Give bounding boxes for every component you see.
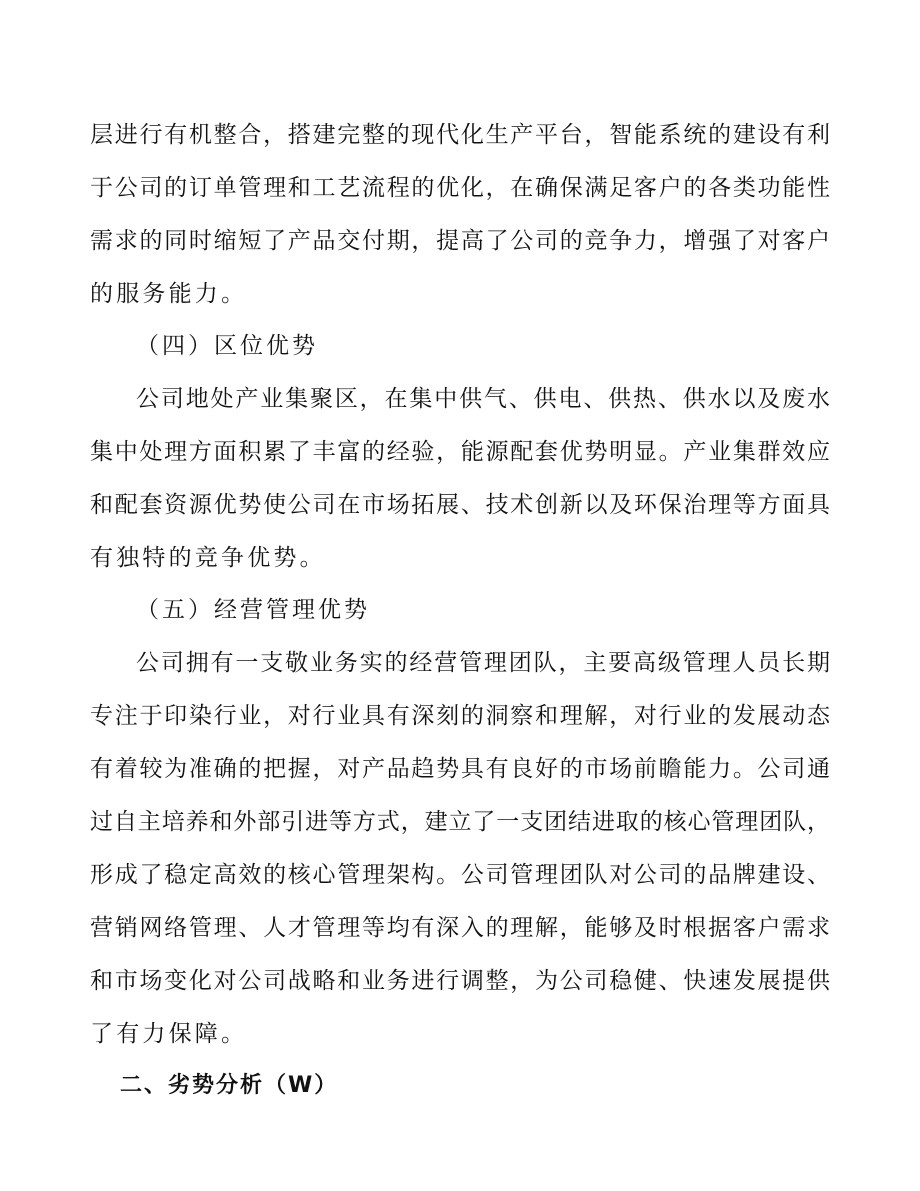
paragraph-3-line-1: 公司拥有一支敬业务实的经营管理团队，主要高级管理人员长期 — [136, 650, 830, 676]
paragraph-1-line-4: 的服务能力。 — [90, 281, 248, 307]
paragraph-2-line-3: 和配套资源优势使公司在市场拓展、技术创新以及环保治理等方面具 — [90, 492, 830, 518]
heading-location-advantage: （四）区位优势 — [136, 333, 318, 359]
paragraph-1-line-3: 需求的同时缩短了产品交付期，提高了公司的竞争力，增强了对客户 — [90, 228, 830, 254]
heading-management-advantage: （五）经营管理优势 — [136, 597, 370, 623]
section-heading-weakness-analysis: 二、劣势分析（W） — [120, 1073, 339, 1098]
paragraph-3-line-6: 营销网络管理、人才管理等均有深入的理解，能够及时根据客户需求 — [90, 915, 830, 941]
paragraph-1-line-1: 层进行有机整合，搭建完整的现代化生产平台，智能系统的建设有利 — [90, 122, 830, 148]
paragraph-3-line-7: 和市场变化对公司战略和业务进行调整，为公司稳健、快速发展提供 — [90, 968, 830, 994]
paragraph-3-line-5: 形成了稳定高效的核心管理架构。公司管理团队对公司的品牌建设、 — [90, 862, 830, 888]
paragraph-3-line-8: 了有力保障。 — [90, 1021, 248, 1047]
paragraph-2-line-1: 公司地处产业集聚区，在集中供气、供电、供热、供水以及废水 — [136, 386, 830, 412]
paragraph-3-line-4: 过自主培养和外部引进等方式，建立了一支团结进取的核心管理团队， — [90, 809, 830, 835]
paragraph-3-line-3: 有着较为准确的把握，对产品趋势具有良好的市场前瞻能力。公司通 — [90, 756, 830, 782]
paragraph-3-line-2: 专注于印染行业，对行业具有深刻的洞察和理解，对行业的发展动态 — [90, 703, 830, 729]
paragraph-2-line-2: 集中处理方面积累了丰富的经验，能源配套优势明显。产业集群效应 — [90, 439, 830, 465]
paragraph-1-line-2: 于公司的订单管理和工艺流程的优化，在确保满足客户的各类功能性 — [90, 175, 830, 201]
paragraph-2-line-4: 有独特的竞争优势。 — [90, 545, 326, 571]
